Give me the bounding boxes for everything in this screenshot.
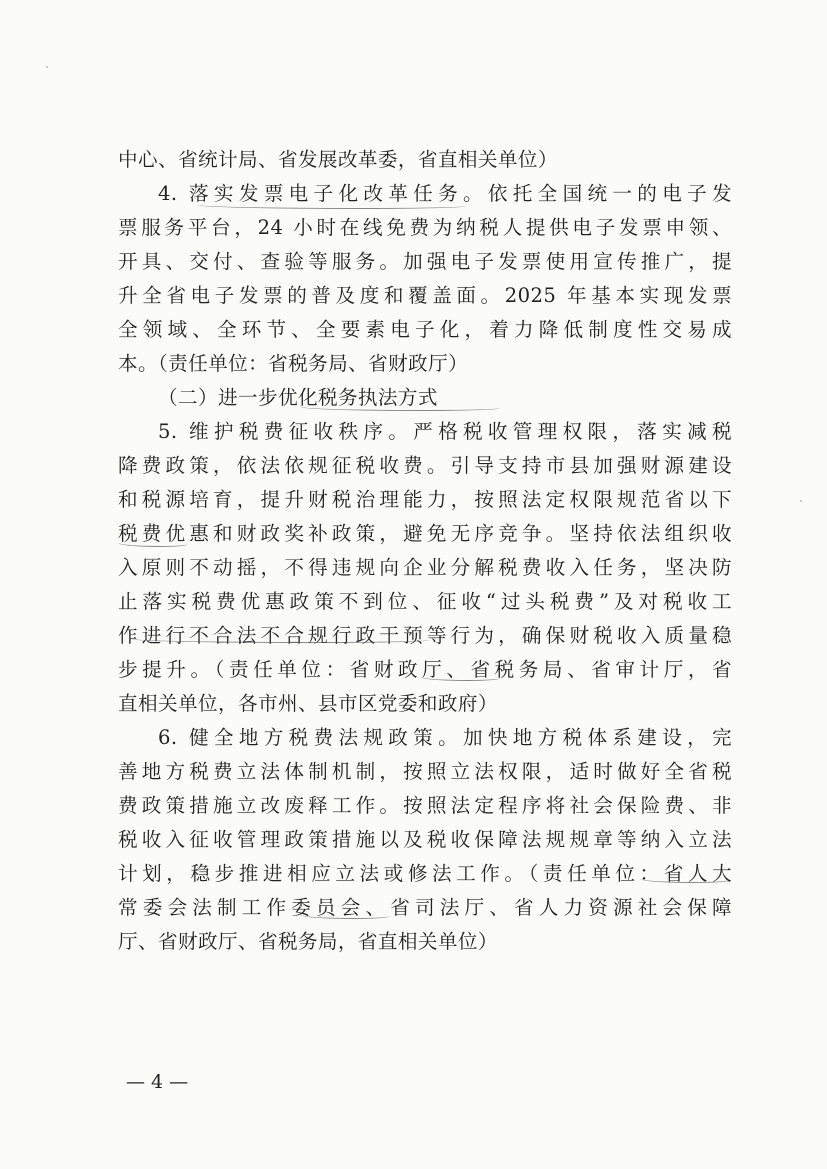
section-heading-4: 4. 落实发票电子化改革任务。依托全国统一的电子发 <box>158 182 732 205</box>
section-heading-6: 6. 健全地方税费法规政策。加快地方税体系建设，完 <box>158 726 732 749</box>
text-line: 步提升。（责任单位：省财政厅、省税务局、省审计厅，省 <box>118 658 732 681</box>
scan-speck <box>46 66 48 68</box>
text-line: 善地方税费立法体制机制，按照立法权限，适时做好全省税 <box>118 760 732 783</box>
section-heading-5: 5. 维护税费征收秩序。严格税收管理权限，落实减税 <box>158 420 732 443</box>
text-line: 作进行不合法不合规行政干预等行为，确保财税收入质量稳 <box>118 624 732 647</box>
text-line: 降费政策，依法依规征税收费。引导支持市县加强财源建设 <box>118 454 732 477</box>
text-line: 税收入征收管理政策措施以及税收保障法规规章等纳入立法 <box>118 828 732 851</box>
scan-speck <box>800 500 802 502</box>
text-line: 直相关单位，各市州、县市区党委和政府） <box>118 692 498 715</box>
text-line: 税费优惠和财政奖补政策，避免无序竞争。坚持依法组织收 <box>118 522 732 545</box>
text-line: 升全省电子发票的普及度和覆盖面。2025 年基本实现发票 <box>118 284 732 307</box>
text-line: 入原则不动摇，不得违规向企业分解税费收入任务，坚决防 <box>118 556 732 579</box>
text-line: 费政策措施立改废释工作。按照法定程序将社会保险费、非 <box>118 794 732 817</box>
text-line: 全领域、全环节、全要素电子化，着力降低制度性交易成 <box>118 318 732 341</box>
text-line: 中心、省统计局、省发展改革委，省直相关单位） <box>118 148 558 171</box>
subsection-heading: （二）进一步优化税务执法方式 <box>158 386 438 409</box>
text-line: 和税源培育，提升财税治理能力，按照法定权限规范省以下 <box>118 488 732 511</box>
text-line: 止落实税费优惠政策不到位、征收“过头税费”及对税收工 <box>118 590 732 613</box>
text-line: 厅、省财政厅、省税务局，省直相关单位） <box>118 930 498 953</box>
text-line: 开具、交付、查验等服务。加强电子发票使用宣传推广，提 <box>118 250 732 273</box>
text-line: 本。（责任单位：省税务局、省财政厅） <box>118 352 469 375</box>
page-number: — 4 — <box>126 1071 189 1093</box>
text-line: 票服务平台，24 小时在线免费为纳税人提供电子发票申领、 <box>118 216 732 239</box>
document-body <box>118 143 732 959</box>
text-line: 常委会法制工作委员会、省司法厅、省人力资源社会保障 <box>118 896 732 919</box>
text-line: 计划，稳步推进相应立法或修法工作。（责任单位：省人大 <box>118 862 732 885</box>
